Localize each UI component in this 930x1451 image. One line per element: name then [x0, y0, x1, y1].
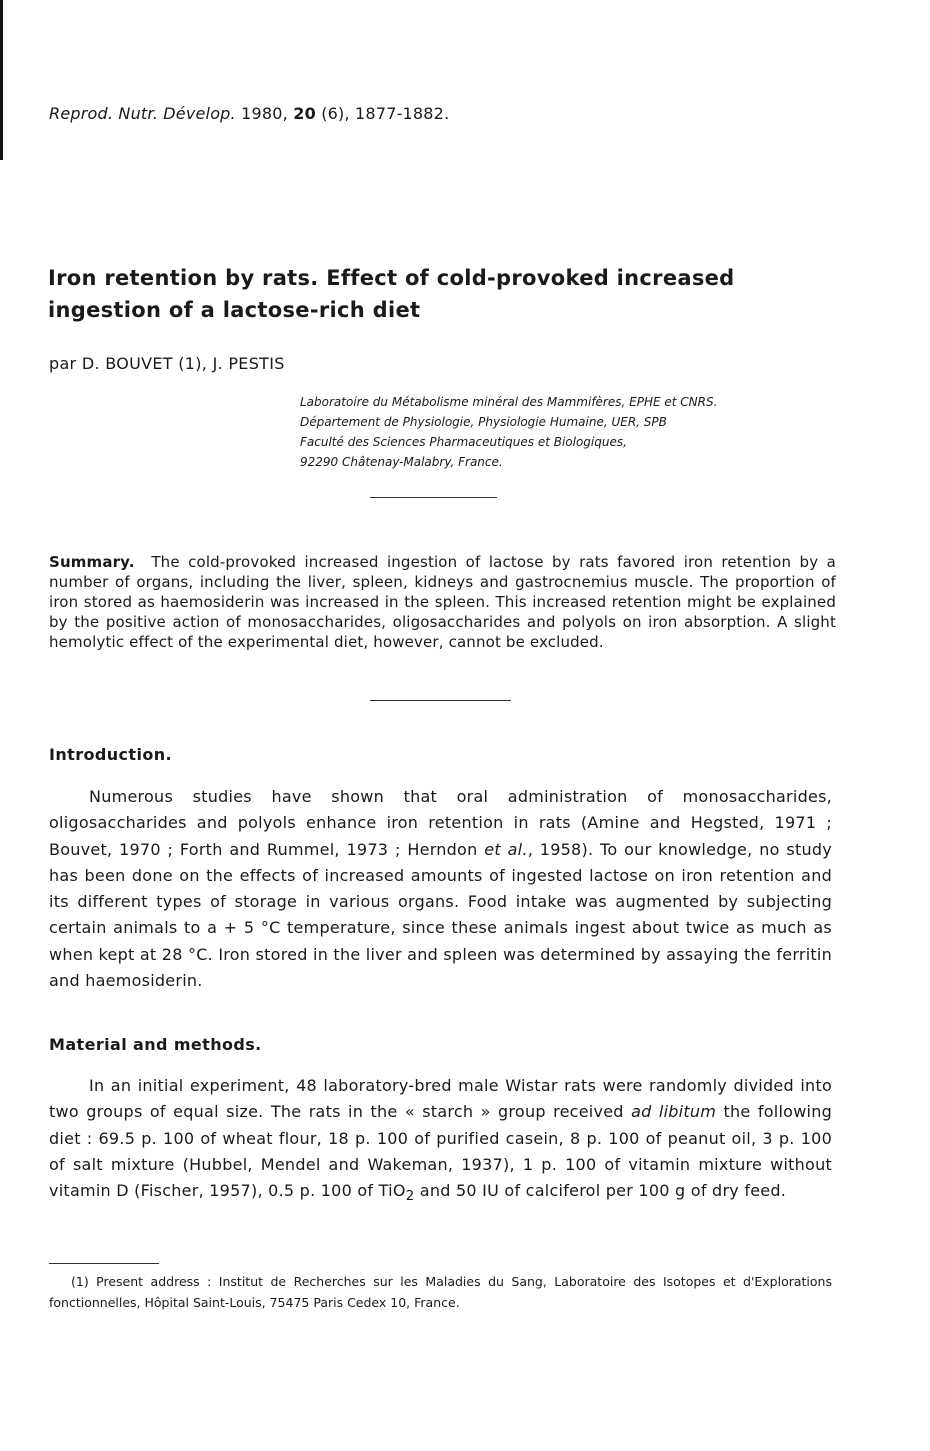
- introduction-text: , 1958). To our knowledge, no study has been done on the effects of increased amounts of ingested lactose on iron retention and its different types of storage in various organs. Food intake was augmented by subjecting certain animals to a + 5 °C temperature, since these animals ingest about twice as much as when kept at 28 °C. Iron stored in the liver and spleen was determined by assaying the ferritin and haemosiderin.: [49, 839, 832, 991]
- ad-libitum-italic: ad libitum: [631, 1102, 717, 1122]
- methods-heading: Material and methods.: [49, 1035, 262, 1054]
- methods-text: In an initial experiment, 48 laboratory-bred male Wistar rats were randomly divided into two groups of equal size. The rats in the « starch » group received: [49, 1076, 832, 1122]
- affiliation-block: [300, 392, 820, 472]
- journal-reference: [49, 104, 449, 123]
- affiliation-line: Laboratoire du Métabolisme minéral des Mammifères, EPHE et CNRS.: [300, 395, 718, 409]
- page-edge-mark: [0, 0, 3, 160]
- introduction-text: Numerous studies have shown that oral administration of monosaccharides, oligosaccharides and polyols enhance iron retention in rats (Amine and Hegsted, 1971 ; Bouvet, 1970 ; Forth and Rummel, 1973 ; Herndon: [49, 787, 832, 859]
- methods-text: and 50 IU of calciferol per 100 g of dry feed.: [414, 1181, 787, 1201]
- et-al-italic: et al.: [484, 839, 528, 859]
- summary-text: The cold-provoked increased ingestion of lactose by rats favored iron retention by a number of organs, including the liver, spleen, kidneys and gastrocnemius muscle. The proportion of iron stored as haemosiderin was increased in the spleen. This increased retention might be explained by the positive action of monosaccharides, oligosaccharides and polyols on iron absorption. A slight hemolytic effect of the experimental diet, however, cannot be excluded.: [49, 553, 836, 651]
- affiliation-line: Faculté des Sciences Pharmaceutiques et Biologiques,: [300, 435, 627, 449]
- methods-text: the following diet : 69.5 p. 100 of wheat flour, 18 p. 100 of purified casein, 8 p. 100 of peanut oil, 3 p. 100 of salt mixture (Hubbel, Mendel and Wakeman, 1937), 1 p. 100 of vitamin mixture without vitamin D (Fischer, 1957), 0.5 p. 100 of TiO: [49, 1102, 833, 1201]
- journal-year: 1980,: [241, 104, 288, 123]
- author-line: par D. BOUVET (1), J. PESTIS: [49, 354, 285, 373]
- divider-rule: [370, 497, 497, 498]
- introduction-heading: Introduction.: [49, 745, 172, 764]
- introduction-paragraph: [49, 784, 832, 994]
- methods-paragraph: [49, 1073, 832, 1211]
- divider-rule: [370, 700, 511, 701]
- article-title: Iron retention by rats. Effect of cold-provoked increased ingestion of a lactose-rich diet: [48, 266, 735, 322]
- summary-lead: Summary.: [49, 553, 135, 571]
- journal-name: Reprod. Nutr. Dévelop.: [49, 104, 236, 123]
- subscript-2: 2: [405, 1189, 415, 1205]
- summary-paragraph: [49, 552, 836, 652]
- affiliation-line: 92290 Châtenay-Malabry, France.: [300, 455, 503, 469]
- footnote: (1) Present address : Institut de Recherches sur les Maladies du Sang, Laboratoire des Isotopes et d'Explorations fonctionnelles, Hôpital Saint-Louis, 75475 Paris Cedex 10, France.: [49, 1274, 832, 1310]
- affiliation-line: Département de Physiologie, Physiologie Humaine, UER, SPB: [300, 415, 667, 429]
- footnote-rule: [49, 1263, 159, 1264]
- journal-issue-pages: (6), 1877-1882.: [321, 104, 450, 123]
- journal-volume: 20: [293, 104, 316, 123]
